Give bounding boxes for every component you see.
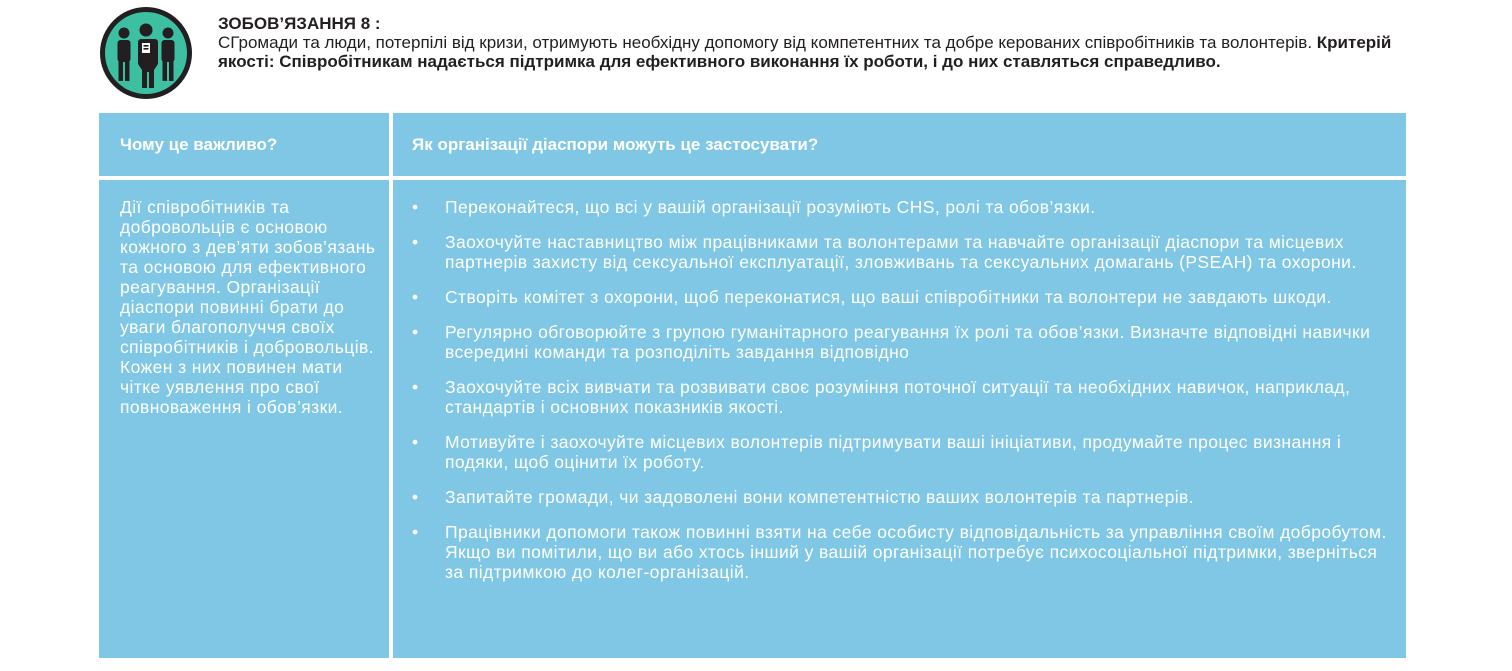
bullet-icon: • [412,487,419,507]
list-item-text: Працівники допомоги також повинні взяти на себе особисту відповідальність за управління своїм добробутом. Якщо ви помітили, що ви або хтось інший у вашій організації потребує психосоціальної підтримки, зверніться за підтримкою до колег-організацій. [445,522,1387,582]
list-item [412,322,1392,362]
why-important-text: Дії співробітників та добровольців є основою кожного з дев’яти зобов’язань та основою для ефективного реагування. Організації діаспори повинні брати до уваги благополуччя своїх співробітників і добровольців. Кожен з них повинен мати чітке уявлення про свої повноваження і обов’язки. [120,197,376,417]
commitment-header [218,14,1398,71]
bullet-icon: • [412,432,419,452]
bullet-icon: • [412,197,419,217]
bullet-icon: • [412,287,419,307]
list-item-text: Переконайтеся, що всі у вашій організації розуміють CHS, ролі та обов’язки. [445,197,1096,217]
list-item [412,432,1392,472]
how-to-apply-header: Як організації діаспори можуть це застосувати? [412,134,819,154]
list-item-text: Мотивуйте і заохочуйте місцевих волонтерів підтримувати ваші ініціативи, продумайте процес визнання і подяки, щоб оцінити їх роботу. [445,432,1342,472]
list-item [412,287,1392,307]
action-list [412,197,1392,597]
people-group-icon [99,6,193,100]
list-item-text: Створіть комітет з охорони, щоб переконатися, що ваші співробітники та волонтери не завдають шкоди. [445,287,1332,307]
commitment-text: СГромади та люди, потерпілі від кризи, отримують необхідну допомогу від компетентних та добре керованих співробітників та волонтерів. [218,33,1313,52]
list-item [412,522,1392,582]
bullet-icon: • [412,522,419,542]
commitment-title: ЗОБОВ’ЯЗАННЯ 8 : [218,14,381,33]
quality-criterion: Критерій якості: Співробітникам надається підтримка для ефективного виконання їх роботи, і до них ставляться справедливо. [218,33,1392,71]
header-divider [99,176,1406,180]
list-item-text: Заохочуйте всіх вивчати та розвивати своє розуміння поточної ситуації та необхідних навичок, наприклад, стандартів і основних показників якості. [445,377,1351,417]
list-item [412,232,1392,272]
why-important-header: Чому це важливо? [120,134,278,154]
guidance-table [99,113,1406,658]
list-item-text: Запитайте громади, чи задоволені вони компетентністю ваших волонтерів та партнерів. [445,487,1194,507]
list-item [412,197,1392,217]
list-item [412,487,1392,507]
list-item-text: Заохочуйте наставництво між працівниками та волонтерами та навчайте організації діаспори та місцевих партнерів захисту від сексуальної експлуатації, зловживань та сексуальних домагань (PSEAH) та охорони. [445,232,1357,272]
bullet-icon: • [412,377,419,397]
list-item [412,377,1392,417]
column-divider [389,113,393,658]
bullet-icon: • [412,232,419,252]
list-item-text: Регулярно обговорюйте з групою гуманітарного реагування їх ролі та обов’язки. Визначте відповідні навички всередині команди та розподіліть завдання відповідно [445,322,1371,362]
bullet-icon: • [412,322,419,342]
